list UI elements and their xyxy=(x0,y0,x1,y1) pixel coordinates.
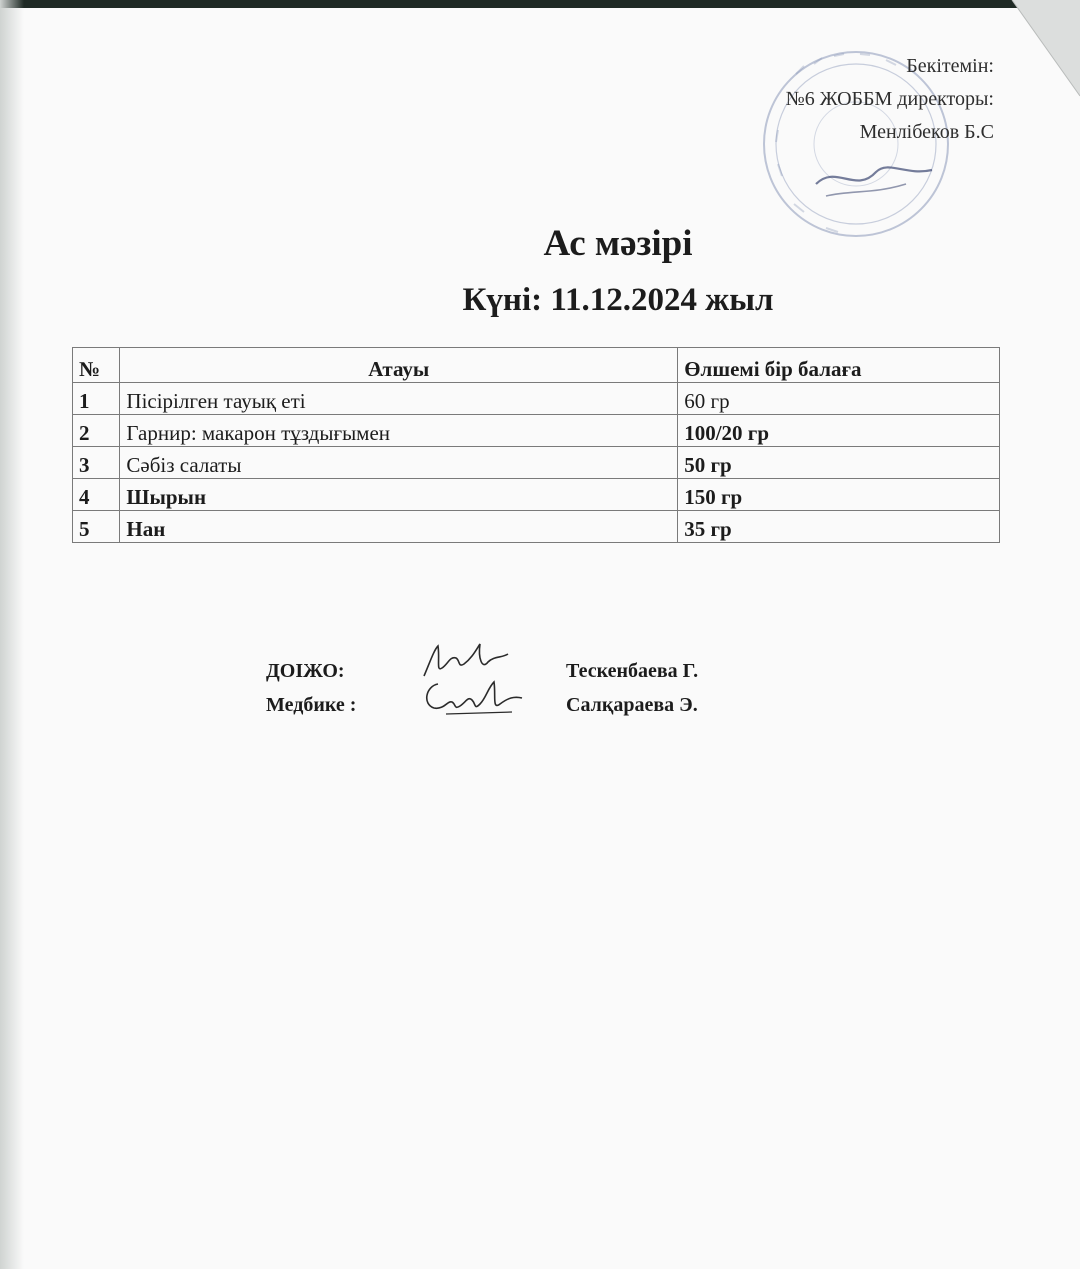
table-row xyxy=(73,511,1000,543)
menu-table xyxy=(72,347,1000,543)
row-size: 35 гр xyxy=(678,511,1000,543)
row-number: 3 xyxy=(73,447,120,479)
table-row xyxy=(73,479,1000,511)
row-name: Нан xyxy=(120,511,678,543)
row-size: 150 гр xyxy=(678,479,1000,511)
row-name: Шырын xyxy=(120,479,678,511)
row-number: 5 xyxy=(73,511,120,543)
row-name: Сәбіз салаты xyxy=(120,447,678,479)
header-name: Атауы xyxy=(120,348,678,383)
top-edge-shadow xyxy=(0,0,1080,8)
left-edge-shadow xyxy=(0,0,24,1269)
row-size: 50 гр xyxy=(678,447,1000,479)
row-number: 4 xyxy=(73,479,120,511)
row-name: Гарнир: макарон тұздығымен xyxy=(120,415,678,447)
row-size: 60 гр xyxy=(678,383,1000,415)
approval-label: Бекітемін: xyxy=(906,55,994,77)
row-number: 2 xyxy=(73,415,120,447)
signature-role: ДОІЖО: xyxy=(266,660,345,682)
approval-block xyxy=(786,50,994,149)
signatory-name: Салқараева Э. xyxy=(566,694,698,716)
header-number: № xyxy=(73,348,120,383)
table-row xyxy=(73,415,1000,447)
signature-row xyxy=(266,654,786,688)
table-row xyxy=(73,383,1000,415)
handwritten-signature xyxy=(416,674,526,720)
table-header-row xyxy=(73,348,1000,383)
approval-name: Менлібеков Б.С xyxy=(859,121,994,143)
signature-block xyxy=(266,654,786,722)
signature-role: Медбике : xyxy=(266,694,357,716)
row-name: Пісірілген тауық еті xyxy=(120,383,678,415)
document-title: Ас мәзірі xyxy=(543,223,693,264)
signature-row xyxy=(266,688,786,722)
header-size: Өлшемі бір балаға xyxy=(678,348,1000,383)
approval-position: №6 ЖОББМ директоры: xyxy=(785,88,994,110)
row-number: 1 xyxy=(73,383,120,415)
row-size: 100/20 гр xyxy=(678,415,1000,447)
document-date: Күні: 11.12.2024 жыл xyxy=(462,282,774,318)
table-row xyxy=(73,447,1000,479)
signatory-name: Тескенбаева Г. xyxy=(566,660,699,682)
